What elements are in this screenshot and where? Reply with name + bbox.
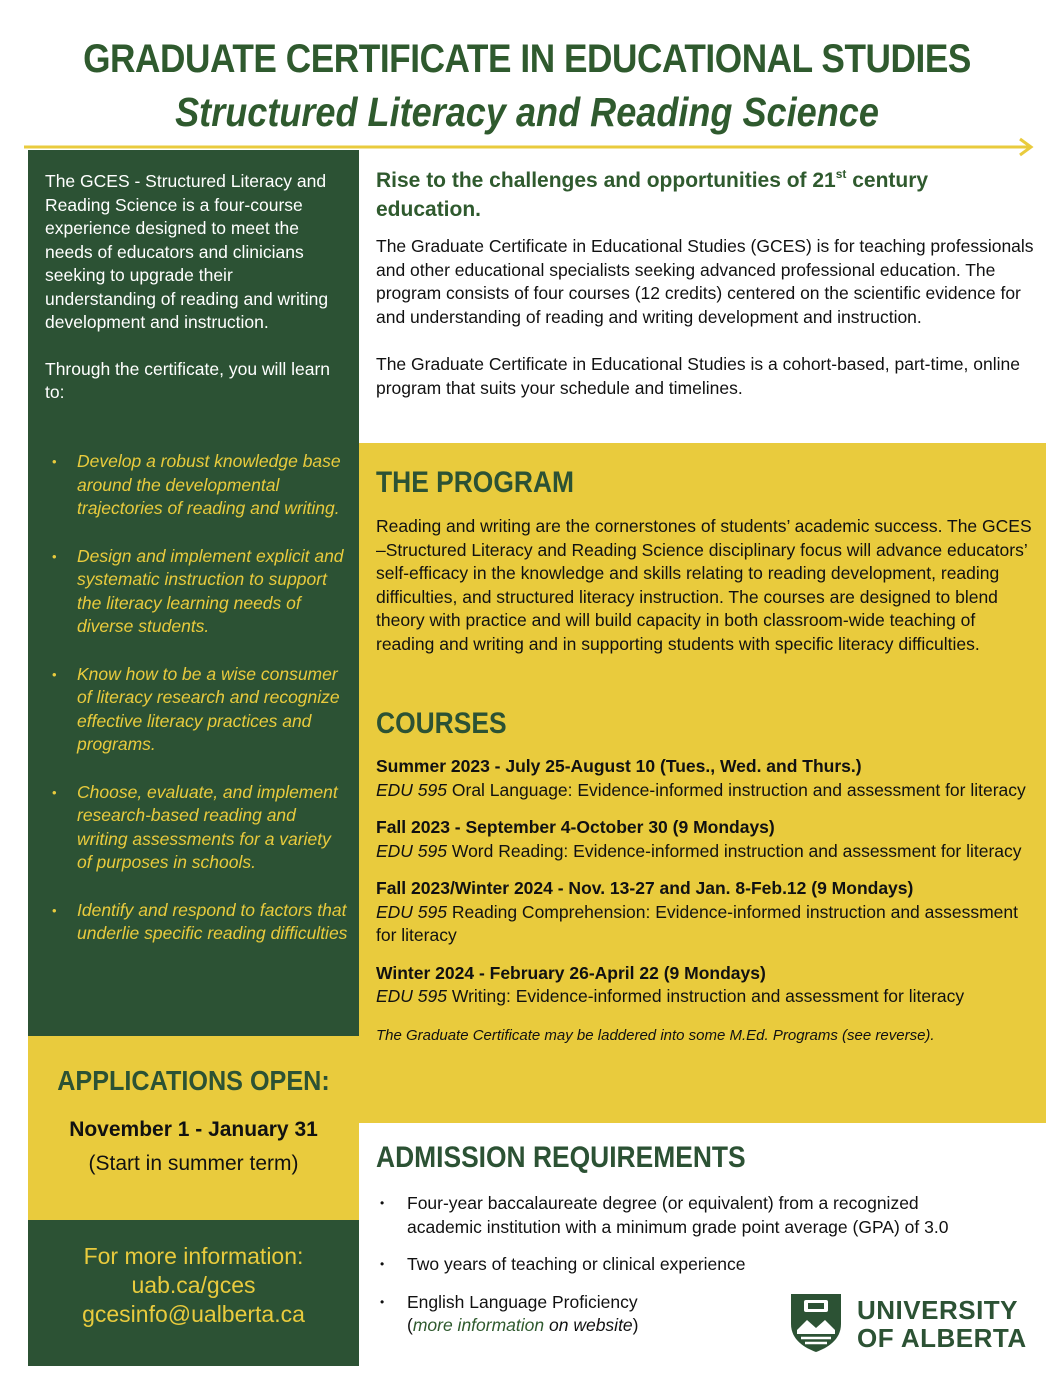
sidebar-learn-lead: Through the certificate, you will learn to: — [45, 358, 330, 402]
course-item — [376, 962, 1036, 1009]
course-date: Fall 2023 - September 4-October 30 (9 Mondays) — [376, 817, 775, 837]
course-title: Writing: Evidence-informed instruction and assessment for literacy — [447, 986, 965, 1006]
course-title: Word Reading: Evidence-informed instruction and assessment for literacy — [447, 840, 1022, 861]
info-email-link[interactable]: gcesinfo@ualberta.ca — [82, 1301, 305, 1327]
info-url-link[interactable]: uab.ca/gces — [131, 1272, 256, 1298]
course-item — [376, 816, 1036, 863]
program-heading: THE PROGRAM — [376, 466, 574, 499]
list-item: • Identify and respond to factors that underlie specific reading difficulties — [48, 899, 350, 946]
learning-outcomes-list — [48, 450, 350, 970]
program-text: Reading and writing are the cornerstones of students’ academic success. The GCES –Structured Literacy and Reading Science disciplinary focus will advance educators’ self-efficacy in the knowledge and skills relating to reading development, reading difficulties, and structured literacy instruction. The courses are designed to blend theory with practice and will build capacity in both classroom-wide teaching of reading and writing and in supporting students with specific literacy difficulties. — [376, 516, 1032, 654]
header — [0, 34, 1054, 136]
course-date: Fall 2023/Winter 2024 - Nov. 13-27 and Jan. 8-Feb.12 (9 Mondays) — [376, 878, 914, 898]
course-code: EDU 595 — [376, 901, 448, 922]
admission-heading: ADMISSION REQUIREMENTS — [376, 1141, 746, 1174]
list-item: • English Language Proficiency (more information on website) — [376, 1291, 676, 1338]
applications-open — [28, 1064, 359, 1179]
intro-headline: Rise to the challenges and opportunities of 21st century education. — [376, 167, 929, 221]
page-title: GRADUATE CERTIFICATE IN EDUCATIONAL STUDIES — [83, 37, 971, 81]
sidebar-intro-text: The GCES - Structured Literacy and Reading Science is a four-course experience designed to meet the needs of educators and clinicians seeking to upgrade their understanding of reading and writing development and instruction. — [45, 171, 329, 332]
more-information — [28, 1242, 359, 1329]
applications-start: (Start in summer term) — [88, 1152, 299, 1175]
list-item: • Four-year baccalaureate degree (or equivalent) from a recognized academic institution with a minimum grade point average (GPA) of 3.0 — [376, 1192, 986, 1239]
logo-line1: UNIVERSITY — [857, 1295, 1019, 1325]
list-item: • Know how to be a wise consumer of literacy research and recognize effective literacy practices and programs. — [48, 663, 350, 757]
laddering-note: The Graduate Certificate may be laddered into some M.Ed. Programs (see reverse). — [376, 1026, 935, 1044]
intro-section — [376, 166, 1036, 400]
course-code: EDU 595 — [376, 840, 448, 861]
logo-line2: OF ALBERTA — [857, 1323, 1027, 1353]
course-code: EDU 595 — [376, 779, 448, 800]
list-item: • Choose, evaluate, and implement research-based reading and writing assessments for a variety of purposes in schools. — [48, 781, 350, 875]
intro-paragraph: The Graduate Certificate in Educational Studies (GCES) is for teaching professionals and other educational specialists seeking advanced professional education. The program consists of four courses (12 credits) centered on the scientific evidence for and understanding of reading and writing development and instruction. — [376, 236, 1034, 327]
courses-section — [376, 706, 1036, 1046]
program-section — [376, 465, 1036, 656]
course-date: Summer 2023 - July 25-August 10 (Tues., Wed. and Thurs.) — [376, 756, 862, 776]
page-subtitle: Structured Literacy and Reading Science — [175, 89, 879, 135]
list-item: • Design and implement explicit and systematic instruction to support the literacy learning needs of diverse students. — [48, 545, 350, 639]
course-title: Oral Language: Evidence-informed instruction and assessment for literacy — [447, 779, 1026, 800]
course-item — [376, 755, 1036, 802]
list-item: • Two years of teaching or clinical experience — [376, 1253, 986, 1277]
info-lead: For more information: — [83, 1243, 304, 1269]
course-title: Reading Comprehension: Evidence-informed instruction and assessment for literacy — [376, 901, 1019, 945]
course-date: Winter 2024 - February 26-April 22 (9 Mondays) — [376, 962, 766, 983]
applications-title: APPLICATIONS OPEN: — [57, 1065, 330, 1096]
course-item — [376, 877, 1036, 948]
crest-icon — [787, 1290, 845, 1354]
more-information-link[interactable]: more information — [412, 1315, 545, 1335]
applications-dates: November 1 - January 31 — [69, 1118, 318, 1141]
sidebar-intro — [45, 170, 345, 405]
courses-heading: COURSES — [376, 707, 507, 740]
intro-paragraph: The Graduate Certificate in Educational Studies is a cohort-based, part-time, online program that suits your schedule and timelines. — [376, 354, 1020, 398]
university-logo — [787, 1288, 1039, 1358]
list-item: • Develop a robust knowledge base around the developmental trajectories of reading and writing. — [48, 450, 350, 521]
course-code: EDU 595 — [376, 986, 448, 1006]
